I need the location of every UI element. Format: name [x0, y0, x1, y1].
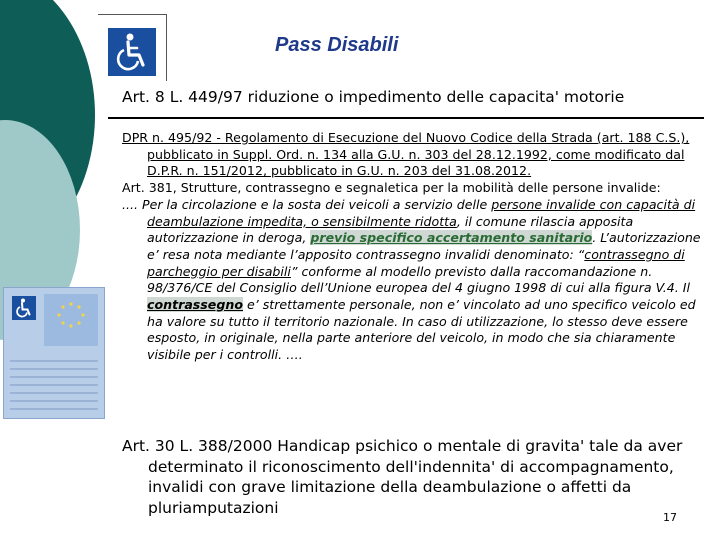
page-number: 17 [663, 511, 677, 524]
art-381-title: Art. 381, Strutture, contrassegno e segnaletica per la mobilità delle persone invalide: [122, 180, 661, 196]
regulation-text [122, 130, 712, 364]
wheelchair-logo [98, 14, 168, 82]
quote-highlight-contrassegno: contrassegno [147, 297, 243, 313]
page-title: Pass Disabili [275, 34, 399, 56]
card-text-lines [10, 354, 98, 412]
dpr-reference: DPR n. 495/92 - Regolamento di Esecuzione del Nuovo Codice della Strada (art. 188 C.S.), pubblicato in Suppl. Ord. n. 134 alla G.U. n. 303 del 28.12.1992, come modificato dal D.P.R. n. 151/2012, pubblicato in G.U. n. 203 del 31.08.2012. [122, 130, 690, 179]
art-381-quote [122, 197, 712, 364]
card-stars-panel [44, 294, 98, 346]
article-8-heading: Art. 8 L. 449/97 riduzione o impedimento delle capacita' motorie [122, 88, 625, 106]
quote-text-4: ” conforme al modello previsto dalla raccomandazione n. 98/376/CE del Consiglio dell’Unione europea del 4 giugno 1998 di cui alla figura V.4. Il [147, 263, 690, 296]
heading-divider [108, 117, 704, 119]
quote-underline-1: persone invalide con capacità di deambulazione impedita, o sensibilmente ridotta [147, 196, 696, 229]
wheelchair-icon [108, 28, 156, 76]
quote-highlight-accertamento: previo specifico accertamento sanitario [310, 230, 593, 246]
article-30-text: Art. 30 L. 388/2000 Handicap psichico o mentale di gravita' tale da aver determinato il riconoscimento dell'indennita' di accompagnamento, invalidi con grave limitazione della deambulazione o affetti da pluriamputazioni [122, 437, 683, 517]
article-30-block [122, 436, 720, 518]
disabled-parking-card-image [3, 287, 105, 419]
quote-underline-2: contrassegno di parcheggio per disabili [147, 246, 685, 279]
quote-text-2: , il comune rilascia apposita autorizzazione in deroga, [147, 213, 634, 246]
card-wheelchair-icon [12, 296, 36, 320]
quote-text-3: . L’autorizzazione e’ resa nota mediante l’apposito contrassegno invalidi denominato: “ [147, 230, 701, 262]
quote-text-5: e’ strettamente personale, non e’ vincolato ad uno specifico veicolo ed ha valore su tutto il territorio nazionale. In caso di utilizzazione, lo stesso deve essere esposto, in originale, nella parte anteriore del veicolo, in modo che sia chiaramente visibile per i controlli. …. [147, 297, 696, 363]
quote-text-1: .... Per la circolazione e la sosta dei veicoli a servizio delle [122, 196, 492, 212]
